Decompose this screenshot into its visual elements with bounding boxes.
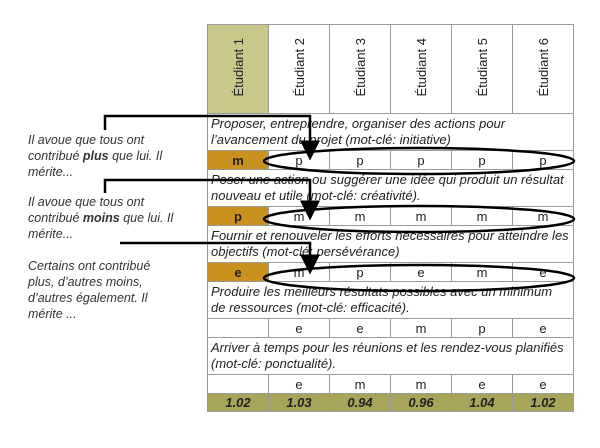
total-cell: 1.02 bbox=[513, 394, 574, 412]
value-cell: m bbox=[391, 319, 452, 338]
value-cell: p bbox=[452, 319, 513, 338]
value-cell: e bbox=[391, 263, 452, 282]
criterion-text: Arriver à temps pour les réunions et les rendez-vous planifiés (mot-clé: ponctualité). bbox=[208, 338, 574, 375]
student-header bbox=[513, 25, 574, 114]
total-cell: 0.94 bbox=[330, 394, 391, 412]
student-header bbox=[391, 25, 452, 114]
value-cell: m bbox=[330, 207, 391, 226]
value-cell: e bbox=[269, 375, 330, 394]
criterion-text: Proposer, entreprendre, organiser des actions pour l’avancement du projet (mot-clé: initiative) bbox=[208, 114, 574, 151]
value-cell: p bbox=[513, 151, 574, 170]
value-cell: m bbox=[513, 207, 574, 226]
value-cell: p bbox=[391, 151, 452, 170]
value-cell: e bbox=[513, 319, 574, 338]
evaluation-grid bbox=[207, 24, 574, 412]
student-name: Étudiant 1 bbox=[230, 38, 246, 97]
criterion-text: Fournir et renouveler les efforts nécessaires pour atteindre les objectifs (mot-clé: persévérance) bbox=[208, 226, 574, 263]
student-name: Étudiant 4 bbox=[413, 38, 429, 97]
value-cell: e bbox=[452, 375, 513, 394]
note-text: que lui. Il mérite... bbox=[28, 211, 174, 241]
note-text: Certains ont contribué plus, d’autres moins, d’autres également. Il mérite ... bbox=[28, 259, 151, 321]
value-cell: m bbox=[391, 207, 452, 226]
note-text: Il avoue que tous ont contribué bbox=[28, 195, 145, 225]
student-name: Étudiant 6 bbox=[535, 38, 551, 97]
note-egal bbox=[28, 258, 178, 322]
value-row bbox=[208, 151, 574, 170]
value-row bbox=[208, 319, 574, 338]
value-cell: p bbox=[330, 263, 391, 282]
value-cell: e bbox=[513, 263, 574, 282]
value-cell: e bbox=[208, 263, 269, 282]
value-cell: e bbox=[330, 319, 391, 338]
total-cell: 0.96 bbox=[391, 394, 452, 412]
value-cell: m bbox=[330, 375, 391, 394]
value-cell: p bbox=[330, 151, 391, 170]
value-cell: p bbox=[208, 207, 269, 226]
value-cell: m bbox=[391, 375, 452, 394]
value-cell: e bbox=[269, 319, 330, 338]
value-cell: m bbox=[269, 207, 330, 226]
criterion-text: Produire les meilleurs résultats possibles avec un minimum de ressources (mot-clé: efficacité). bbox=[208, 282, 574, 319]
student-name: Étudiant 2 bbox=[291, 38, 307, 97]
total-cell: 1.03 bbox=[269, 394, 330, 412]
value-cell bbox=[208, 375, 269, 394]
student-header bbox=[269, 25, 330, 114]
value-cell bbox=[208, 319, 269, 338]
total-cell: 1.04 bbox=[452, 394, 513, 412]
note-text: que lui. Il mérite... bbox=[28, 149, 163, 179]
value-cell: m bbox=[452, 207, 513, 226]
student-header bbox=[208, 25, 269, 114]
value-cell: e bbox=[513, 375, 574, 394]
value-row bbox=[208, 263, 574, 282]
note-plus bbox=[28, 132, 178, 180]
value-cell: p bbox=[269, 151, 330, 170]
criterion-text: Poser une action ou suggérer une idée qui produit un résultat nouveau et utile (mot-clé: créativité). bbox=[208, 170, 574, 207]
student-header bbox=[452, 25, 513, 114]
note-text: Il avoue que tous ont contribué bbox=[28, 133, 145, 163]
note-moins bbox=[28, 194, 178, 242]
student-header bbox=[330, 25, 391, 114]
value-cell: m bbox=[452, 263, 513, 282]
header-row bbox=[208, 25, 574, 114]
total-cell: 1.02 bbox=[208, 394, 269, 412]
note-emphasis: plus bbox=[82, 149, 109, 163]
value-cell: m bbox=[269, 263, 330, 282]
value-row bbox=[208, 375, 574, 394]
student-name: Étudiant 5 bbox=[474, 38, 490, 97]
value-cell: m bbox=[208, 151, 269, 170]
value-cell: p bbox=[452, 151, 513, 170]
note-emphasis: moins bbox=[82, 211, 120, 225]
value-row bbox=[208, 207, 574, 226]
student-name: Étudiant 3 bbox=[352, 38, 368, 97]
totals-row bbox=[208, 394, 574, 412]
